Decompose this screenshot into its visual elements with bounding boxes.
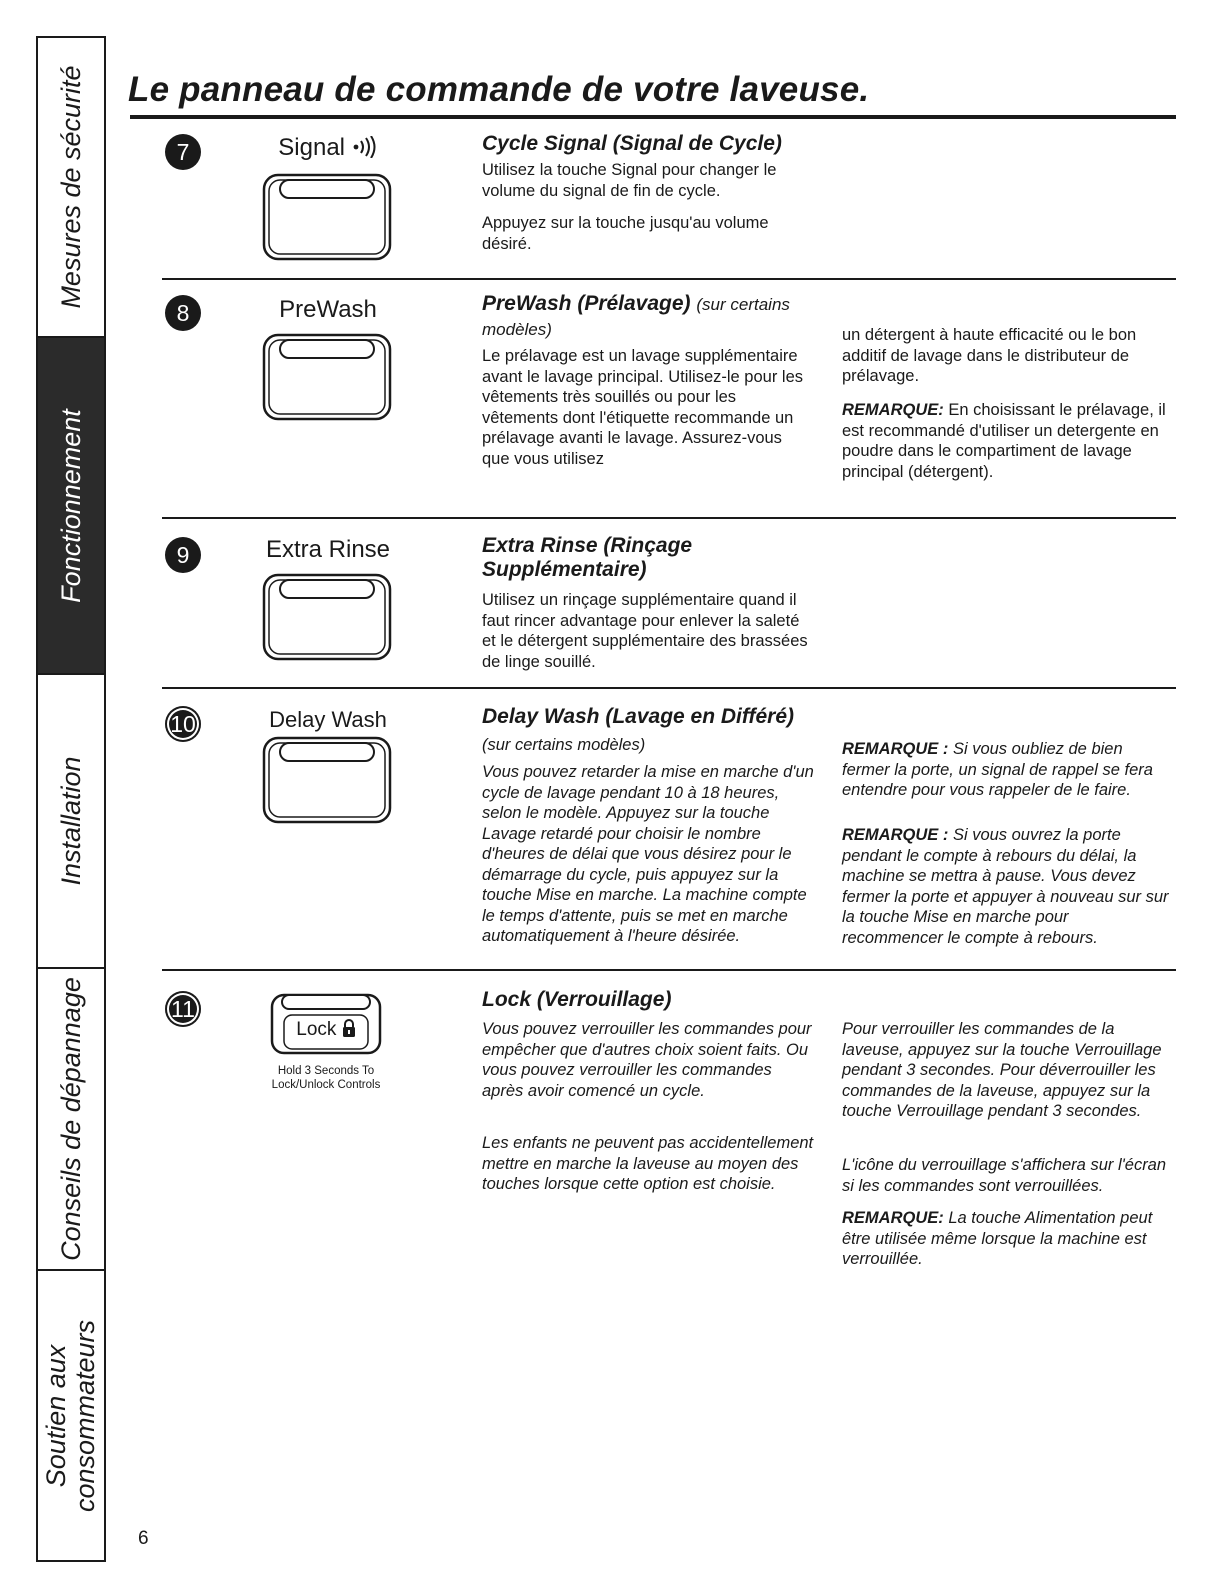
signal-button-label bbox=[248, 134, 408, 162]
caption-line: Hold 3 Seconds To bbox=[277, 1065, 375, 1077]
prewash-button-label: PreWash bbox=[279, 296, 377, 323]
row-divider bbox=[162, 278, 1176, 280]
prewash-paragraph: Le prélavage est un lavage supplémentaire avant le lavage principal. Utilisez-le pour les vêtements très souillés ou pour les vêtements dont l'étiquette recommande un prélavage avanti le lavage. Assurez-vous que vous utilisez bbox=[482, 347, 803, 468]
tab-soutien-aux-consommateurs[interactable] bbox=[38, 1271, 104, 1560]
extra-rinse-button[interactable] bbox=[262, 573, 392, 661]
delay-wash-remark bbox=[842, 825, 1172, 948]
tab-mesures-de-securite[interactable] bbox=[38, 38, 104, 338]
step-number-badge: 9 bbox=[165, 537, 201, 573]
delay-wash-paragraph: Vous pouvez retarder la mise en marche d'un cycle de lavage pendant 10 à 18 heures, selon le modèle. Appuyez sur la touche Lavage retardé pour choisir le nombre d'heures de délai que vous désirez pour le démarrage du cycle, puis appuyez sur la touche Mise en marche. La machine compte le temps d'attente, puis se met en marche automatiquement à l'heure désirée. bbox=[482, 763, 814, 945]
tab-label-line: consommateurs bbox=[70, 1319, 100, 1512]
remark-label: REMARQUE : bbox=[842, 826, 949, 844]
prewash-paragraph: un détergent à haute efficacité ou le bon additif de lavage dans le distributeur de prélavage. bbox=[842, 326, 1137, 385]
row-divider bbox=[162, 517, 1176, 519]
signal-button[interactable] bbox=[262, 173, 392, 261]
step-number-badge: 8 bbox=[165, 295, 201, 331]
signal-paragraph: Appuyez sur la touche jusqu'au volume désiré. bbox=[482, 214, 769, 253]
remark-text: Si vous ouvrez la porte pendant le compte à rebours du délai, la machine se mettra à pause. Vous devez fermer la porte et appuyer à nouveau sur sur la touche Mise en marche pour recommencer le compte à rebours. bbox=[842, 826, 1169, 947]
delay-wash-heading: Delay Wash (Lavage en Différé) bbox=[482, 705, 795, 728]
extra-rinse-heading bbox=[482, 534, 692, 582]
remark-text: La touche Alimentation peut être utilisée même lorsque la machine est verrouillée. bbox=[842, 1209, 1153, 1268]
lock-heading: Lock (Verrouillage) bbox=[482, 988, 672, 1011]
lock-button-label bbox=[284, 1019, 368, 1041]
remark-text: Si vous oubliez de bien fermer la porte, un signal de rappel se fera entendre pour vous rappeler de le faire. bbox=[842, 740, 1153, 799]
lock-remark bbox=[842, 1208, 1177, 1270]
signal-heading: Cycle Signal (Signal de Cycle) bbox=[482, 132, 782, 155]
heading-line: Supplémentaire) bbox=[482, 558, 647, 581]
row-divider bbox=[162, 969, 1176, 971]
lock-icon bbox=[342, 1019, 356, 1037]
prewash-heading bbox=[482, 292, 812, 342]
prewash-button[interactable] bbox=[262, 333, 392, 421]
extra-rinse-paragraph: Utilisez un rinçage supplémentaire quand il faut rincer advantage pour enlever la saleté et le détergent supplémentaire des brassées de linge souillé. bbox=[482, 591, 808, 671]
step-number-badge: 7 bbox=[165, 134, 201, 170]
tab-label: Mesures de sécurité bbox=[56, 65, 86, 309]
step-number-badge: 10 bbox=[165, 706, 201, 742]
caption-line: Lock/Unlock Controls bbox=[271, 1079, 381, 1091]
prewash-remark bbox=[842, 400, 1172, 482]
tab-label: Installation bbox=[56, 756, 86, 886]
signal-paragraph: Utilisez la touche Signal pour changer le volume du signal de fin de cycle. bbox=[482, 161, 777, 200]
row-divider bbox=[162, 687, 1176, 689]
delay-wash-subtitle: (sur certains modèles) bbox=[482, 736, 646, 754]
sound-icon bbox=[352, 136, 378, 158]
lock-paragraph: Pour verrouiller les commandes de la laveuse, appuyez sur la touche Verrouillage pendant 3 secondes. Pour déverrouiller les commandes de la laveuse, appuyez sur la touche Verrouillage pendant 3 secondes. bbox=[842, 1020, 1162, 1120]
title-divider bbox=[130, 115, 1176, 119]
step-number-badge: 11 bbox=[165, 991, 201, 1027]
button-label-text: Signal bbox=[278, 134, 346, 161]
tab-installation[interactable] bbox=[38, 675, 104, 969]
lock-paragraph: Les enfants ne peuvent pas accidentellement mettre en marche la laveuse au moyen des touches lorsque cette option est choisie. bbox=[482, 1134, 814, 1193]
tab-conseils-de-depannage[interactable] bbox=[38, 969, 104, 1271]
delay-wash-remark bbox=[842, 739, 1172, 801]
lock-button[interactable] bbox=[270, 993, 382, 1055]
lock-paragraph: Vous pouvez verrouiller les commandes pour empêcher que d'autres choix soient faits. Ou vous pouvez verrouiller les commandes après avoir comencé un cycle. bbox=[482, 1020, 812, 1100]
heading-line: Extra Rinse (Rinçage bbox=[482, 534, 693, 557]
tab-fonctionnement[interactable] bbox=[38, 338, 104, 675]
tab-label-line: Soutien aux bbox=[41, 1344, 71, 1487]
tab-label: Fonctionnement bbox=[56, 408, 86, 603]
remark-label: REMARQUE: bbox=[842, 401, 944, 419]
page-title: Le panneau de commande de votre laveuse. bbox=[128, 70, 870, 109]
heading-text: PreWash (Prélavage) bbox=[482, 292, 691, 315]
remark-label: REMARQUE : bbox=[842, 740, 949, 758]
remark-label: REMARQUE: bbox=[842, 1209, 944, 1227]
page-number: 6 bbox=[138, 1528, 149, 1549]
lock-button-caption bbox=[250, 1064, 402, 1092]
button-label-text: Lock bbox=[296, 1019, 337, 1040]
delay-wash-button-label: Delay Wash bbox=[269, 707, 387, 732]
heading-subtitle: (sur certains modèles) bbox=[482, 295, 790, 339]
extra-rinse-button-label: Extra Rinse bbox=[265, 536, 391, 563]
section-tabs bbox=[36, 36, 106, 1562]
remark-text: En choisissant le prélavage, il est recommandé d'utiliser un detergente en poudre dans le compartiment de lavage principal (détergent). bbox=[842, 401, 1166, 481]
lock-paragraph: L'icône du verrouillage s'affichera sur l'écran si les commandes sont verrouillées. bbox=[842, 1156, 1167, 1195]
tab-label: Conseils de dépannage bbox=[56, 977, 86, 1261]
delay-wash-button[interactable] bbox=[262, 736, 392, 824]
tab-label bbox=[42, 1319, 100, 1511]
